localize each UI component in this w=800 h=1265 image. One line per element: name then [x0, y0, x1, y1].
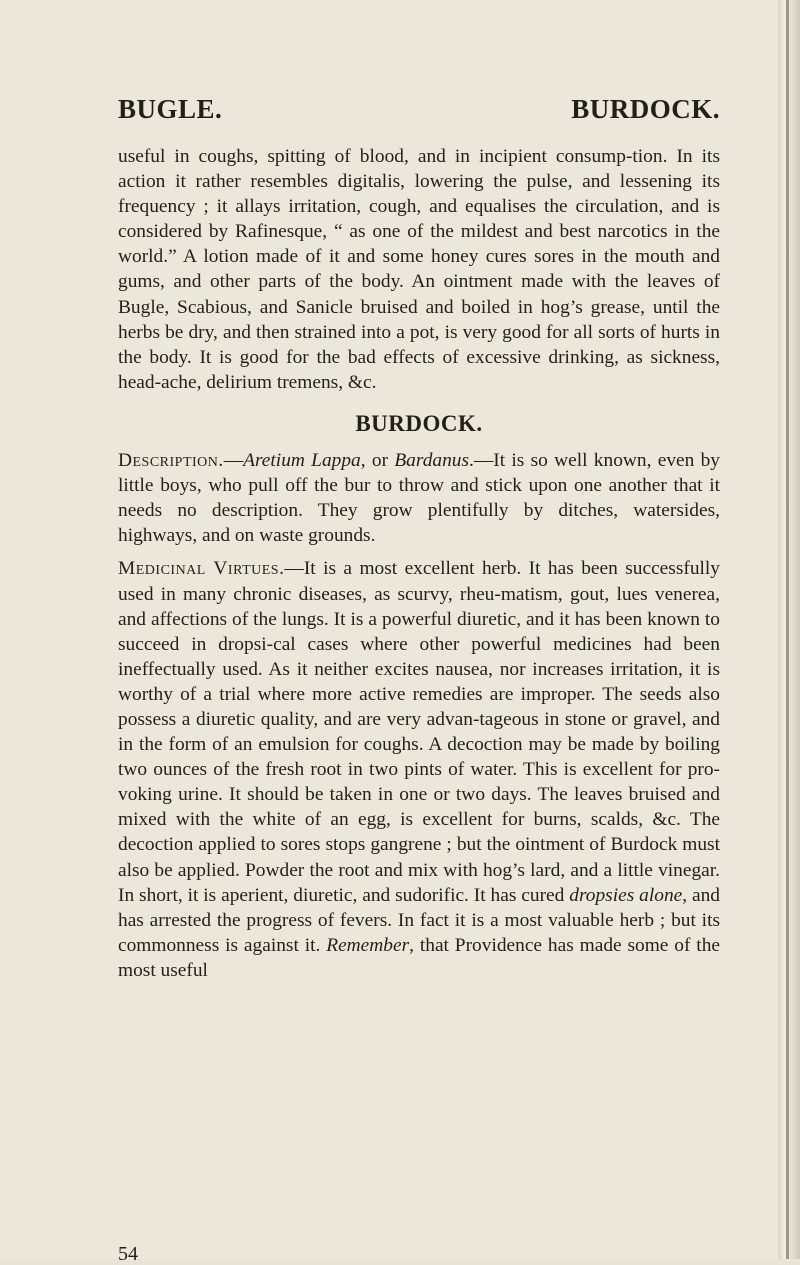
virtues-paragraph — [118, 556, 720, 983]
description-latin-name-2: Bardanus — [394, 450, 470, 472]
burdock-heading: BURDOCK. — [355, 410, 483, 436]
virtues-label: Medicinal Virtues. — [118, 558, 285, 580]
description-latin-name-1: Aretium Lappa — [243, 450, 361, 472]
running-head-right: BURDOCK. — [571, 94, 720, 124]
description-label: Description. — [118, 450, 224, 472]
virtues-text-c: , that Providence has made some of the most useful — [118, 934, 720, 981]
bugle-paragraph — [118, 144, 720, 395]
running-head — [118, 94, 720, 134]
body-text — [118, 144, 720, 983]
description-or: , or — [360, 450, 395, 472]
description-paragraph — [118, 448, 720, 548]
page-gutter — [778, 0, 800, 1259]
virtues-text-b: , and has arrested the progress of fevers. In fact it is a most valuable herb ; but its commonness is against it. — [118, 884, 720, 956]
description-text: .—It is so well known, even by little boys, who pull off the bur to throw and stick upon one another that it needs no description. They grow plentifully by ditches, watersides, highways, and on waste grounds. — [118, 450, 721, 547]
running-head-left: BUGLE. — [118, 94, 223, 124]
gutter-shadow — [786, 0, 789, 1259]
page-number: 54 — [118, 1243, 138, 1265]
virtues-italic-remember: Remember — [326, 934, 410, 956]
virtues-italic-dropsies: dropsies alone — [569, 884, 683, 906]
virtues-text-a: —It is a most excellent herb. It has been successfully used in many chronic diseases, as scurvy, rheu-matism, gout, lues venerea, and affections of the lungs. It is a powerful diuretic, and it has been known to succeed in dropsi-cal cases where other powerful medicines had been ineffectually used. As it neither excites nausea, nor increases irritation, it is worthy of a trial where more active remedies are improper. The seeds also possess a diuretic quality, and are very advan-tageous in stone or gravel, and in the form of an emulsion for coughs. A decoction may be made by boiling two ounces of the fresh root in two pints of water. This is excellent for pro-voking urine. It should be taken in one or two days. The leaves bruised and mixed with the white of an egg, is excellent for burns, scalds, &c. The decoction applied to sores stops gangrene ; but the ointment of Burdock must also be applied. Powder the root and mix with hog’s lard, and a little vinegar. In short, it is aperient, diuretic, and sudorific. It has cured — [118, 558, 720, 906]
bugle-paragraph-text: useful in coughs, spitting of blood, and in incipient consump-tion. In its action it rather resembles digitalis, lowering the pulse, and lessening its frequency ; it allays irritation, cough, and equalises the circulation, and is considered by Rafinesque, “ as one of the mildest and best narcotics in the world.” A lotion made of it and some honey cures sores in the mouth and gums, and other parts of the body. An ointment made with the leaves of Bugle, Scabious, and Sanicle bruised and boiled in hog’s grease, until the herbs be dry, and then strained into a pot, is very good for all sorts of hurts in the body. It is good for the bad effects of excessive drinking, as sickness, head-ache, delirium tremens, &c. — [118, 146, 720, 393]
description-dash: — — [223, 450, 244, 472]
